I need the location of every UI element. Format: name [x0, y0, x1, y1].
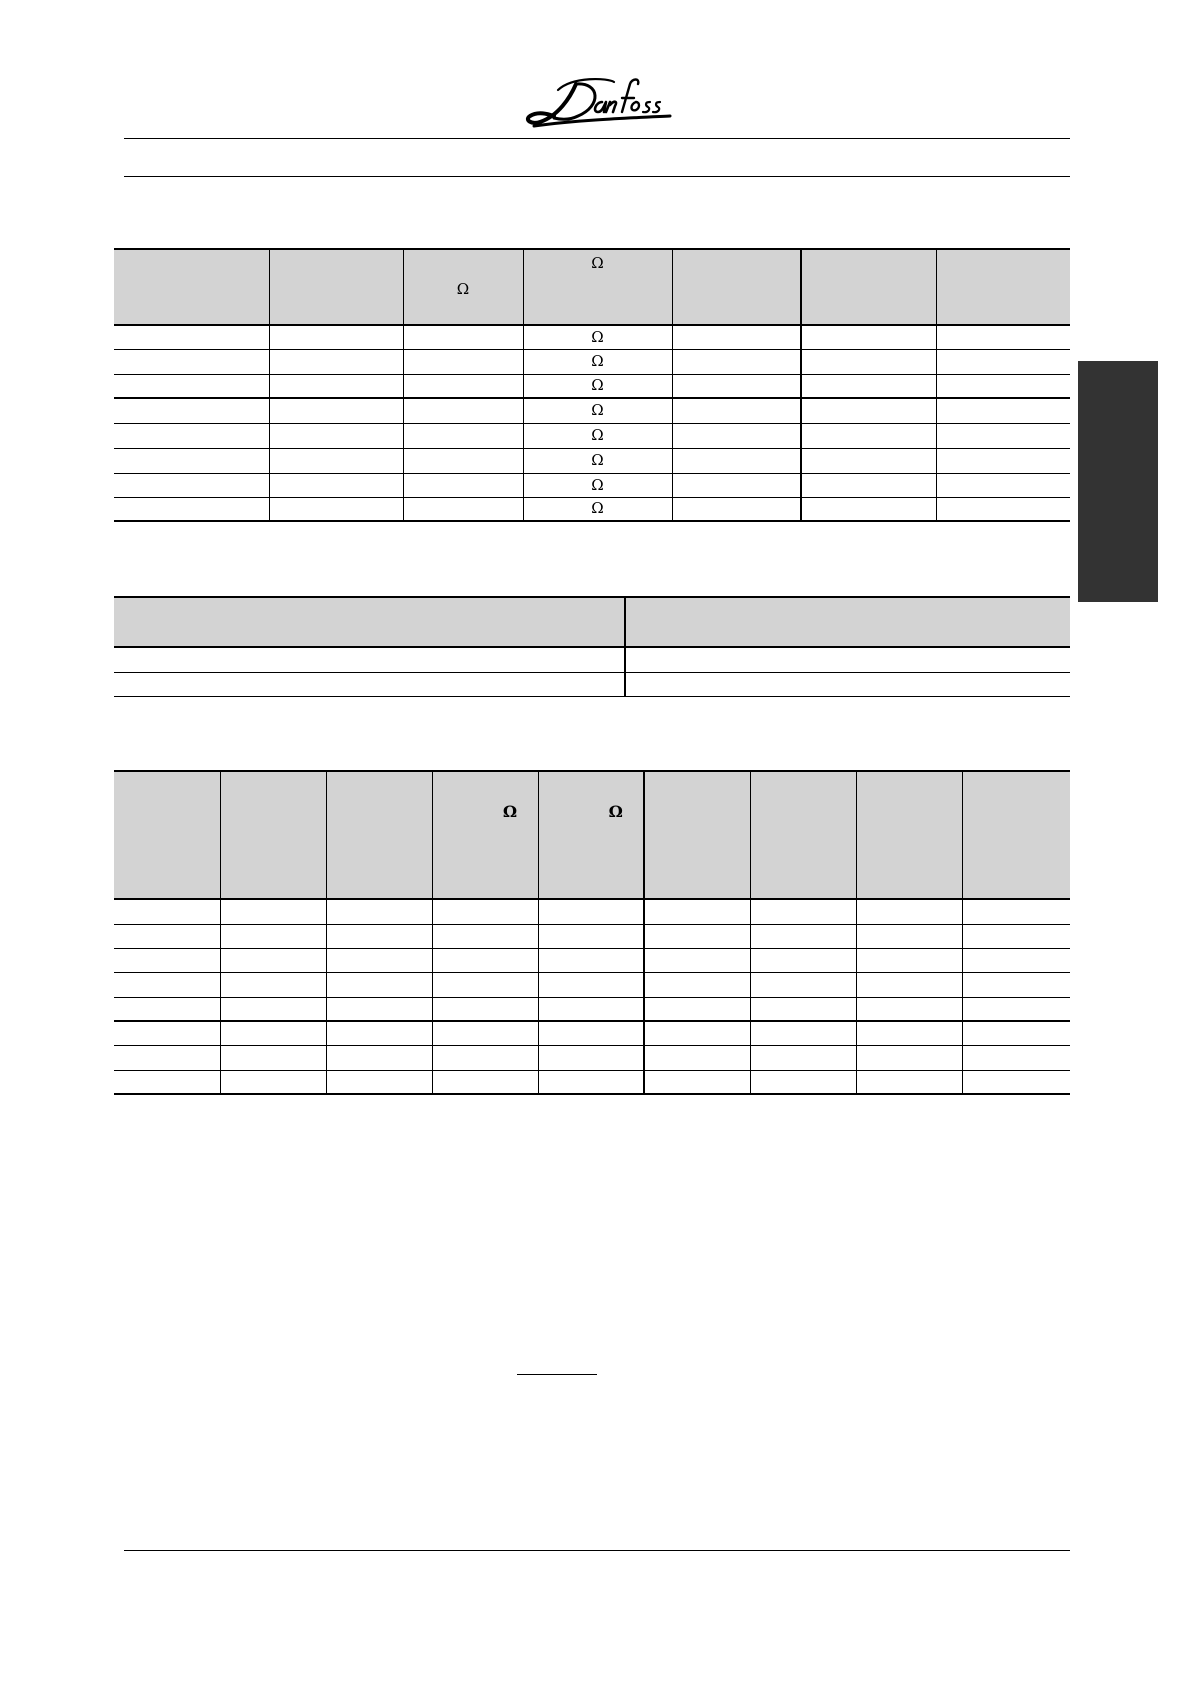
- cell: [538, 1045, 644, 1070]
- col-header-ohm: Ω: [538, 771, 644, 899]
- chapter-side-tab: [1078, 361, 1158, 602]
- cell: [403, 497, 523, 521]
- cell: [672, 325, 801, 349]
- cell: [432, 899, 538, 924]
- cell: [326, 972, 432, 997]
- cell: [220, 924, 326, 948]
- col-header: [936, 249, 1070, 325]
- cell: [801, 423, 936, 448]
- cell: [962, 924, 1070, 948]
- cell: [403, 325, 523, 349]
- cell: [936, 473, 1070, 497]
- cell: [403, 374, 523, 398]
- cell: [269, 423, 403, 448]
- cell: [220, 1021, 326, 1045]
- cell: [269, 473, 403, 497]
- cell: [856, 1045, 962, 1070]
- cell: [856, 948, 962, 972]
- cell: [538, 899, 644, 924]
- cell: [644, 899, 750, 924]
- cell: [962, 899, 1070, 924]
- cell: [962, 997, 1070, 1021]
- resistor-table-2: [114, 770, 1070, 1095]
- cell: [672, 423, 801, 448]
- cell: [269, 325, 403, 349]
- cell: [962, 1021, 1070, 1045]
- col-header: [326, 771, 432, 899]
- cell: [269, 349, 403, 374]
- cell: [625, 672, 1070, 696]
- cell: [936, 325, 1070, 349]
- cell: [538, 1021, 644, 1045]
- cell: [801, 325, 936, 349]
- cell: [403, 448, 523, 473]
- cell: [432, 924, 538, 948]
- cell: [936, 374, 1070, 398]
- cell: [750, 948, 856, 972]
- col-header: [644, 771, 750, 899]
- cell: [220, 899, 326, 924]
- cell: [326, 1070, 432, 1094]
- cell-ohm: Ω: [523, 398, 672, 423]
- cell: [672, 448, 801, 473]
- cell: [750, 997, 856, 1021]
- cell-ohm: Ω: [523, 349, 672, 374]
- cell-ohm: Ω: [523, 325, 672, 349]
- cell: [114, 924, 220, 948]
- cell: [644, 1021, 750, 1045]
- cell: [936, 448, 1070, 473]
- two-column-table: [114, 596, 1070, 697]
- cell: [750, 972, 856, 997]
- cell: [672, 473, 801, 497]
- cell: [326, 997, 432, 1021]
- cell-ohm: Ω: [523, 497, 672, 521]
- col-header-ohm: Ω: [403, 249, 523, 325]
- cell: [936, 398, 1070, 423]
- svg-text:Danfoss: Danfoss: [518, 72, 522, 73]
- cell: [538, 1070, 644, 1094]
- cell: [962, 972, 1070, 997]
- col-header-ohm: Ω: [432, 771, 538, 899]
- col-header: [114, 597, 625, 647]
- danfoss-logo: [518, 72, 672, 132]
- cell: [220, 972, 326, 997]
- col-header: [750, 771, 856, 899]
- cell: [326, 899, 432, 924]
- cell-ohm: Ω: [523, 423, 672, 448]
- cell: [114, 647, 625, 672]
- cell: [403, 349, 523, 374]
- cell: [962, 1070, 1070, 1094]
- cell: [114, 997, 220, 1021]
- cell: [856, 1070, 962, 1094]
- cell: [856, 997, 962, 1021]
- cell: [538, 948, 644, 972]
- col-header-ohm: Ω: [523, 249, 672, 325]
- cell: [856, 972, 962, 997]
- cell: [750, 924, 856, 948]
- cell: [644, 1045, 750, 1070]
- header-rule-bottom: [124, 176, 1070, 177]
- cell: [326, 948, 432, 972]
- cell: [750, 1021, 856, 1045]
- cell: [114, 325, 269, 349]
- cell: [432, 1070, 538, 1094]
- footer-rule: [124, 1550, 1070, 1551]
- cell: [326, 1045, 432, 1070]
- cell: [326, 924, 432, 948]
- col-header: [220, 771, 326, 899]
- cell: [936, 497, 1070, 521]
- cell: [432, 972, 538, 997]
- cell: [403, 423, 523, 448]
- cell: [432, 1021, 538, 1045]
- cell: [644, 948, 750, 972]
- cell: [114, 448, 269, 473]
- col-header: [625, 597, 1070, 647]
- cell: [538, 924, 644, 948]
- col-header: [269, 249, 403, 325]
- cell: [114, 398, 269, 423]
- cell: [269, 448, 403, 473]
- cell: [672, 374, 801, 398]
- cell: [220, 948, 326, 972]
- cell: [856, 1021, 962, 1045]
- cell: [801, 497, 936, 521]
- cell: [220, 997, 326, 1021]
- cell: [114, 972, 220, 997]
- cell: [936, 349, 1070, 374]
- cell: [114, 1070, 220, 1094]
- col-header: [801, 249, 936, 325]
- cell: [962, 948, 1070, 972]
- cell: [801, 448, 936, 473]
- resistor-table-1: [114, 248, 1070, 522]
- cell: [538, 972, 644, 997]
- cell: [750, 1045, 856, 1070]
- cell: [114, 423, 269, 448]
- cell: [220, 1045, 326, 1070]
- cell: [801, 374, 936, 398]
- cell: [432, 1045, 538, 1070]
- cell: [403, 473, 523, 497]
- cell: [801, 349, 936, 374]
- cell: [625, 647, 1070, 672]
- cell: [801, 473, 936, 497]
- cell: [644, 972, 750, 997]
- cell: [801, 398, 936, 423]
- cell: [644, 1070, 750, 1094]
- cell: [644, 924, 750, 948]
- cell: [114, 1021, 220, 1045]
- col-header: [672, 249, 801, 325]
- cell: [269, 497, 403, 521]
- header-rule-top: [124, 138, 1070, 139]
- cell: [750, 1070, 856, 1094]
- col-header: [114, 771, 220, 899]
- cell: [403, 398, 523, 423]
- cell: [432, 948, 538, 972]
- cell: [432, 997, 538, 1021]
- cell: [750, 899, 856, 924]
- cell-ohm: Ω: [523, 374, 672, 398]
- cell: [269, 398, 403, 423]
- cell: [962, 1045, 1070, 1070]
- cell: [856, 899, 962, 924]
- cell: [114, 948, 220, 972]
- cell: [114, 899, 220, 924]
- cell: [672, 398, 801, 423]
- cell-ohm: Ω: [523, 473, 672, 497]
- cell: [644, 997, 750, 1021]
- col-header: [114, 249, 269, 325]
- cell: [856, 924, 962, 948]
- cell: [114, 1045, 220, 1070]
- cell: [672, 497, 801, 521]
- cell: [220, 1070, 326, 1094]
- cell: [326, 1021, 432, 1045]
- col-header: [856, 771, 962, 899]
- cell: [936, 423, 1070, 448]
- underline-mark: [517, 1374, 597, 1375]
- col-header: [962, 771, 1070, 899]
- cell: [114, 473, 269, 497]
- cell: [672, 349, 801, 374]
- cell: [114, 349, 269, 374]
- cell: [114, 672, 625, 696]
- cell: [269, 374, 403, 398]
- cell: [114, 374, 269, 398]
- cell-ohm: Ω: [523, 448, 672, 473]
- cell: [114, 497, 269, 521]
- cell: [538, 997, 644, 1021]
